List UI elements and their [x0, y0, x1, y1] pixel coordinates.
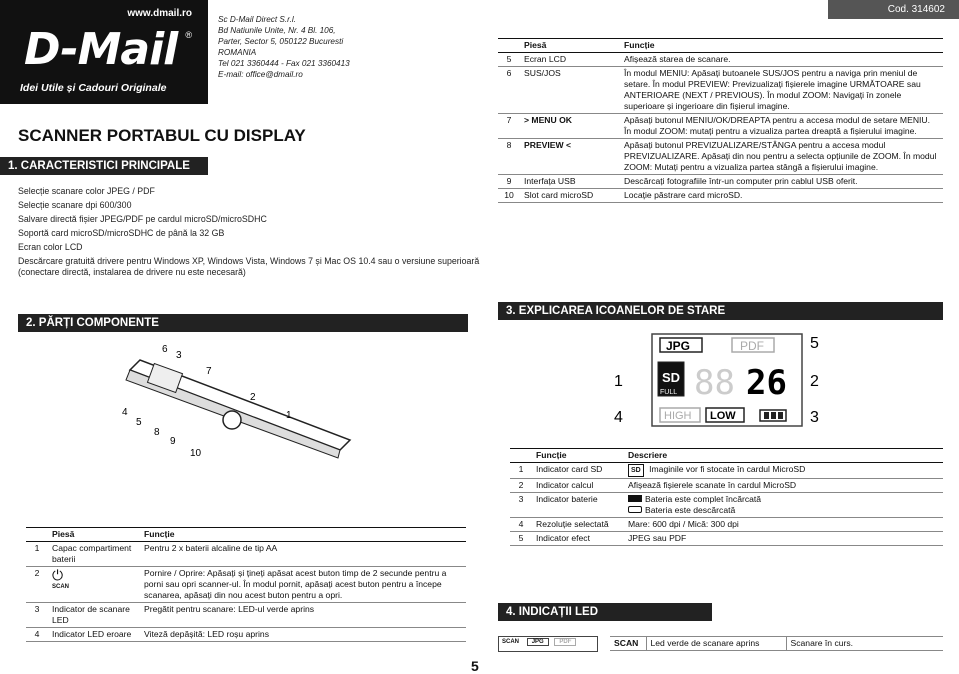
row-number: 6 — [506, 68, 512, 78]
callout: 6 — [162, 344, 168, 355]
scan-label: SCAN — [52, 584, 70, 590]
thumbnail-scan-label: SCAN — [502, 639, 520, 645]
callout: 5 — [810, 335, 819, 352]
table-row — [498, 139, 943, 175]
section3-heading: 3. EXPLICAREA ICOANELOR DE STARE — [498, 302, 943, 320]
product-code: Cod. 314602 — [828, 0, 959, 19]
feature-item: (conectare directă, instalarea de drivere nu este necesară) — [18, 267, 246, 277]
parts-table — [26, 527, 466, 642]
piece-cell: Indicator de scanare LED — [52, 604, 130, 625]
company-line: Bd Natiunile Unite, Nr. 4 Bl. 106, — [218, 26, 336, 35]
tagline: Idei Utile și Cadouri Originale — [20, 82, 167, 94]
company-line: Parter, Sector 5, 050122 Bucuresti — [218, 37, 344, 46]
led-table — [610, 636, 943, 651]
column-header: Funcție — [532, 449, 624, 463]
description-text: Bateria este complet încărcată — [645, 494, 762, 504]
table-row — [498, 189, 943, 203]
description-cell: Afișează fișierele scanate în cardul MicroSD — [628, 480, 797, 490]
scan-cell: SCAN — [614, 638, 639, 648]
callout: 8 — [154, 427, 160, 438]
function-cell: Indicator calcul — [536, 480, 594, 490]
piece-cell: Indicator LED eroare — [52, 629, 132, 639]
page-title: SCANNER PORTABUL CU DISPLAY — [18, 126, 306, 145]
callout: 4 — [614, 409, 623, 426]
table-row — [510, 518, 943, 532]
row-number: 5 — [518, 533, 524, 543]
column-header: Piesă — [48, 528, 140, 542]
callout: 10 — [190, 448, 202, 459]
thumbnail-jpg: JPG — [527, 638, 549, 646]
company-line: Sc D-Mail Direct S.r.l. — [218, 15, 296, 24]
callout: 1 — [286, 410, 292, 421]
section2-heading: 2. PĂRȚI COMPONENTE — [18, 314, 468, 332]
feature-item: Selecție scanare color JPEG / PDF — [18, 186, 155, 196]
sd-card-icon: SD — [628, 464, 644, 477]
column-header: Descriere — [624, 449, 943, 463]
feature-item: Selecție scanare dpi 600/300 — [18, 200, 132, 210]
description-text: Imaginile vor fi stocate în cardul MicroSD — [649, 464, 806, 474]
function-cell: Indicator card SD — [536, 464, 603, 474]
callout: 3 — [176, 350, 182, 361]
feature-item: Ecran color LCD — [18, 242, 83, 252]
description-cell: JPEG sau PDF — [628, 533, 687, 543]
row-number: 3 — [34, 604, 40, 614]
table-row — [26, 628, 466, 642]
company-line: ROMANIA — [218, 48, 257, 57]
row-number: 9 — [506, 176, 512, 186]
function-cell: În modul MENIU: Apăsați butoanele SUS/JOS pentru a naviga prin meniul de setare. În modul PREVIEW: Previzualizați fișierele imagine URMĂTOARE sau ANTERIOARE (NEXT / PREVIOUS). În modul ZOOM: Navigați în zonele superioare și ingerioare din fișierul imagine. — [624, 68, 921, 111]
preview-button-cell: PREVIEW < — [524, 140, 572, 150]
function-cell: Locație păstrare card microSD. — [624, 190, 743, 200]
scan-button-icon — [223, 411, 241, 429]
brand-logo: D-Mail — [24, 24, 178, 75]
callout: 3 — [810, 409, 819, 426]
row-number: 8 — [506, 140, 512, 150]
callout: 1 — [614, 373, 623, 390]
lcd-thumbnail — [498, 636, 598, 652]
table-row — [498, 67, 943, 114]
status-cell: Scanare în curs. — [786, 637, 943, 651]
battery-empty-icon — [628, 506, 642, 513]
table-row — [510, 493, 943, 518]
table-row — [498, 175, 943, 189]
row-number: 7 — [506, 115, 512, 125]
thumbnail-pdf: PDF — [554, 638, 576, 646]
callout: 4 — [122, 407, 128, 418]
menu-ok-button-cell: > MENU OK — [524, 115, 572, 125]
callout: 5 — [136, 417, 142, 428]
lcd-low: LOW — [710, 410, 736, 422]
power-button-cell — [48, 567, 140, 603]
column-header: Funcție — [620, 39, 943, 53]
page-number: 5 — [471, 658, 479, 674]
callout: 7 — [206, 366, 212, 377]
section1-heading: 1. CARACTERISTICI PRINCIPALE — [0, 157, 208, 175]
table-row — [510, 532, 943, 546]
registered-mark: ® — [185, 30, 192, 40]
scanner-diagram — [110, 340, 360, 465]
piece-cell: SUS/JOS — [524, 68, 561, 78]
function-cell: Apăsați butonul PREVIZUALIZARE/STÂNGA pentru a accesa modul PREVIZUALIZARE. Apăsați din nou pentru a selecta opțiunile de ZOOM. În modul ZOOM: Mutați pentru a vizualiza partea stângă a fișierului imagine. — [624, 140, 937, 172]
piece-cell: Interfața USB — [524, 176, 576, 186]
callout: 9 — [170, 436, 176, 447]
company-address — [218, 14, 350, 80]
piece-cell: Slot card microSD — [524, 190, 594, 200]
row-number: 10 — [504, 190, 514, 200]
lcd-pdf: PDF — [740, 339, 764, 353]
battery-full-icon — [628, 495, 642, 502]
function-cell: Pentru 2 x baterii alcaline de tip AA — [144, 543, 278, 553]
row-number: 1 — [34, 543, 40, 553]
row-number: 2 — [518, 480, 524, 490]
row-number: 4 — [34, 629, 40, 639]
row-number: 4 — [518, 519, 524, 529]
feature-item: Salvare directă fișier JPEG/PDF pe cardul microSD/microSDHC — [18, 214, 267, 224]
function-cell: Afișează starea de scanare. — [624, 54, 731, 64]
feature-item: Descărcare gratuită drivere pentru Windows XP, Windows Vista, Windows 7 și Mac OS 10.4 sau o versiune superioară — [18, 256, 480, 266]
feature-item: Soportă card microSD/microSDHC de până la 32 GB — [18, 228, 225, 238]
lcd-digits: 26 — [746, 363, 787, 403]
callout: 2 — [810, 373, 819, 390]
row-number: 1 — [518, 464, 524, 474]
column-header: Funcție — [140, 528, 466, 542]
table-row — [510, 463, 943, 479]
function-cell: Pregătit pentru scanare: LED-ul verde aprins — [144, 604, 315, 614]
function-cell: Viteză depășită: LED roșu aprins — [144, 629, 269, 639]
led-state-cell: Led verde de scanare aprins — [646, 637, 786, 651]
description-cell — [624, 493, 943, 518]
website-url: www.dmail.ro — [127, 8, 192, 19]
feature-list — [18, 186, 479, 278]
function-cell: Apăsați butonul MENIU/OK/DREAPTA pentru a accesa modul de setare MENIU. În modul ZOOM: mutați pentru a vizualiza partea dreaptă a fișierului imagine. — [624, 115, 931, 136]
description-cell: Mare: 600 dpi / Mică: 300 dpi — [628, 519, 739, 529]
power-icon: ⏻ — [52, 567, 64, 583]
svg-text:88: 88 — [694, 363, 735, 403]
company-line: E-mail: office@dmail.ro — [218, 70, 303, 79]
column-header: Piesă — [520, 39, 620, 53]
function-cell: Indicator baterie — [536, 494, 598, 504]
description-cell — [624, 463, 943, 479]
callout: 2 — [250, 392, 256, 403]
lcd-jpg: JPG — [666, 339, 691, 353]
description-text: Bateria este descărcată — [645, 505, 736, 515]
logo-block — [0, 0, 208, 104]
table-row — [610, 637, 943, 651]
row-number: 5 — [506, 54, 512, 64]
function-cell: Pornire / Oprire: Apăsați și țineți apăsat acest buton timp de 2 secunde pentru a porni sau opri scanner-ul. În modul pornit, apăsați acest buton pentru a începe scanarea, apăsați din nou acest buton pentru a opri. — [144, 568, 447, 600]
lcd-status-diagram — [610, 330, 830, 430]
table-row — [26, 542, 466, 567]
status-icons-table — [510, 448, 943, 546]
table-row — [26, 603, 466, 628]
function-cell: Descărcați fotografiile într-un computer prin cablul USB oferit. — [624, 176, 858, 186]
lcd-full: FULL — [660, 389, 678, 396]
row-number: 3 — [518, 494, 524, 504]
lcd-sd: SD — [662, 370, 681, 385]
table-row — [498, 114, 943, 139]
lcd-high: HIGH — [664, 410, 692, 422]
section4-heading: 4. INDICAȚII LED — [498, 603, 712, 621]
piece-cell: Capac compartiment baterii — [52, 543, 132, 564]
row-number: 2 — [34, 568, 40, 578]
piece-cell: Ecran LCD — [524, 54, 567, 64]
table-row — [498, 53, 943, 67]
function-cell: Indicator efect — [536, 533, 590, 543]
components-table — [498, 38, 943, 203]
table-row — [510, 479, 943, 493]
table-row — [26, 567, 466, 603]
company-line: Tel 021 3360444 - Fax 021 3360413 — [218, 59, 350, 68]
function-cell: Rezoluție selectată — [536, 519, 609, 529]
